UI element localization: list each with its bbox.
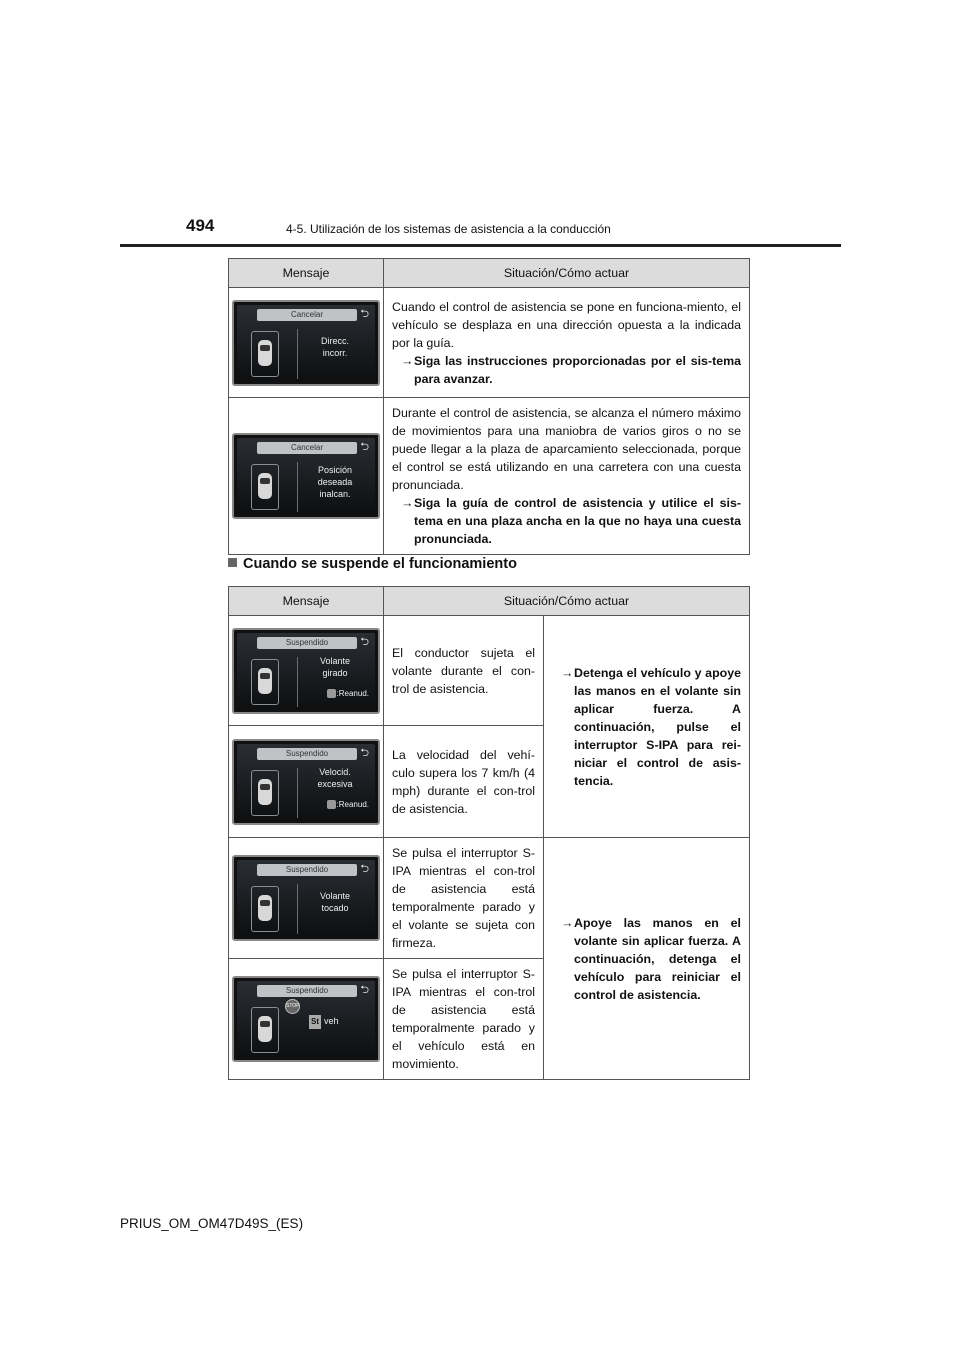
situation-cell: Se pulsa el interruptor S-IPA mientras el con-trol de asistencia está temporalmente parado y el volante se sujeta con firmeza. [384, 838, 544, 959]
document-code: PRIUS_OM_OM47D49S_(ES) [120, 1216, 304, 1231]
display-screen [232, 300, 380, 386]
suspend-messages-table [228, 586, 750, 1080]
situation-text: Cuando el control de asistencia se pone en funciona-miento, el vehículo se desplaza en una dirección opuesta a la indicada por la guía. [392, 299, 741, 350]
display-screen [232, 433, 380, 519]
back-icon: ⮌ [360, 307, 369, 320]
column-header-message: Mensaje [229, 587, 384, 616]
back-icon: ⮌ [360, 863, 369, 875]
situation-cell [384, 288, 750, 398]
car-frame [251, 331, 279, 377]
car-frame [251, 1007, 279, 1053]
screen-banner: Cancelar [257, 309, 357, 321]
car-icon [258, 340, 272, 366]
action-text: →Siga la guía de control de asistencia y utilice el sis-tema en una plaza ancha en la que no haya una cuesta pronunciada. [401, 496, 741, 546]
screen-message: St veh [309, 1015, 371, 1029]
action-cell [544, 838, 750, 1080]
screen-banner: Suspendido [257, 864, 357, 876]
stop-icon: STOP [285, 999, 300, 1014]
car-frame [251, 659, 279, 705]
resume-switch-icon [327, 689, 336, 698]
display-screen [232, 976, 380, 1062]
back-icon: ⮌ [360, 441, 369, 453]
cancel-messages-table [228, 258, 750, 555]
screen-divider [297, 329, 298, 379]
screen-banner: Suspendido [257, 985, 357, 997]
situation-cell: Se pulsa el interruptor S-IPA mientras el con-trol de asistencia está temporalmente parado y el vehículo está en movimiento. [384, 959, 544, 1080]
screen-banner: Cancelar [257, 442, 357, 454]
action-text: →Siga las instrucciones proporcionadas por el sis-tema para avanzar. [401, 353, 741, 386]
action-cell [544, 616, 750, 838]
situation-cell: El conductor sujeta el volante durante el con-trol de asistencia. [384, 616, 544, 726]
message-cell [229, 959, 384, 1080]
screen-message: Volante tocado [319, 891, 351, 913]
screen-divider [297, 462, 298, 512]
screen-banner: Suspendido [257, 748, 357, 760]
situation-cell: La velocidad del vehí-culo supera los 7 km/h (4 mph) durante el con-trol de asistencia. [384, 726, 544, 838]
back-icon: ⮌ [360, 635, 369, 648]
message-cell [229, 616, 384, 726]
action-text: →Detenga el vehículo y apoye las manos en el volante sin aplicar fuerza. A continuación, pulse el interruptor S-IPA para rei-niciar el control de asis-tencia. [561, 665, 741, 788]
subsection-title: Cuando se suspende el funcionamiento [228, 556, 517, 572]
page-number: 494 [186, 216, 215, 235]
table-header-row [229, 259, 750, 288]
screen-message: Posición deseada inalcan. [317, 465, 353, 499]
car-frame [251, 464, 279, 510]
table-row [229, 838, 750, 959]
car-icon [258, 1016, 272, 1042]
header-rule [120, 244, 841, 247]
arrow-icon: → [561, 915, 574, 930]
screen-message: Velocid. excesiva [317, 766, 353, 789]
table-row [229, 288, 750, 398]
resume-switch-icon [327, 800, 336, 809]
screen-divider [297, 657, 298, 707]
display-screen [232, 855, 380, 941]
situation-text: Durante el control de asistencia, se alcanza el número máximo de movimientos para una maniobra de varios giros o no se puede llegar a la plaza de aparcamiento seleccionada, porque el control se está utilizando en una carretera con una cuesta pronunciada. [392, 406, 741, 492]
back-icon: ⮌ [360, 746, 369, 759]
message-cell [229, 838, 384, 959]
table-row [229, 398, 750, 555]
screen-divider [297, 884, 298, 934]
arrow-icon: → [401, 353, 414, 368]
screen-message: Direcc. incorr. [320, 335, 349, 358]
action-text: →Apoye las manos en el volante sin aplicar fuerza. A continuación, detenga el vehículo para reiniciar el control de asistencia. [561, 915, 741, 1002]
table-header-row [229, 587, 750, 616]
screen-divider [297, 768, 298, 818]
screen-message: Volante girado [319, 655, 351, 678]
square-bullet-icon [228, 558, 237, 567]
table-row [229, 616, 750, 726]
situation-cell [384, 398, 750, 555]
arrow-icon: → [401, 496, 414, 510]
column-header-situation: Situación/Cómo actuar [384, 587, 750, 616]
back-icon: ⮌ [360, 984, 369, 996]
arrow-icon: → [561, 665, 574, 680]
resume-hint: :Reanud. [327, 685, 369, 703]
display-screen [232, 739, 380, 825]
car-icon [258, 779, 272, 805]
car-frame [251, 770, 279, 816]
message-cell [229, 726, 384, 838]
car-frame [251, 886, 279, 932]
car-icon [258, 668, 272, 694]
section-title: 4-5. Utilización de los sistemas de asistencia a la conducción [286, 222, 611, 236]
message-cell [229, 288, 384, 398]
message-cell [229, 398, 384, 555]
display-screen [232, 628, 380, 714]
resume-hint: :Reanud. [327, 796, 369, 814]
car-icon [258, 895, 272, 921]
stop-vehicle-icon: St [309, 1015, 321, 1029]
column-header-situation: Situación/Cómo actuar [384, 259, 750, 288]
screen-banner: Suspendido [257, 637, 357, 649]
column-header-message: Mensaje [229, 259, 384, 288]
car-icon [258, 473, 272, 499]
